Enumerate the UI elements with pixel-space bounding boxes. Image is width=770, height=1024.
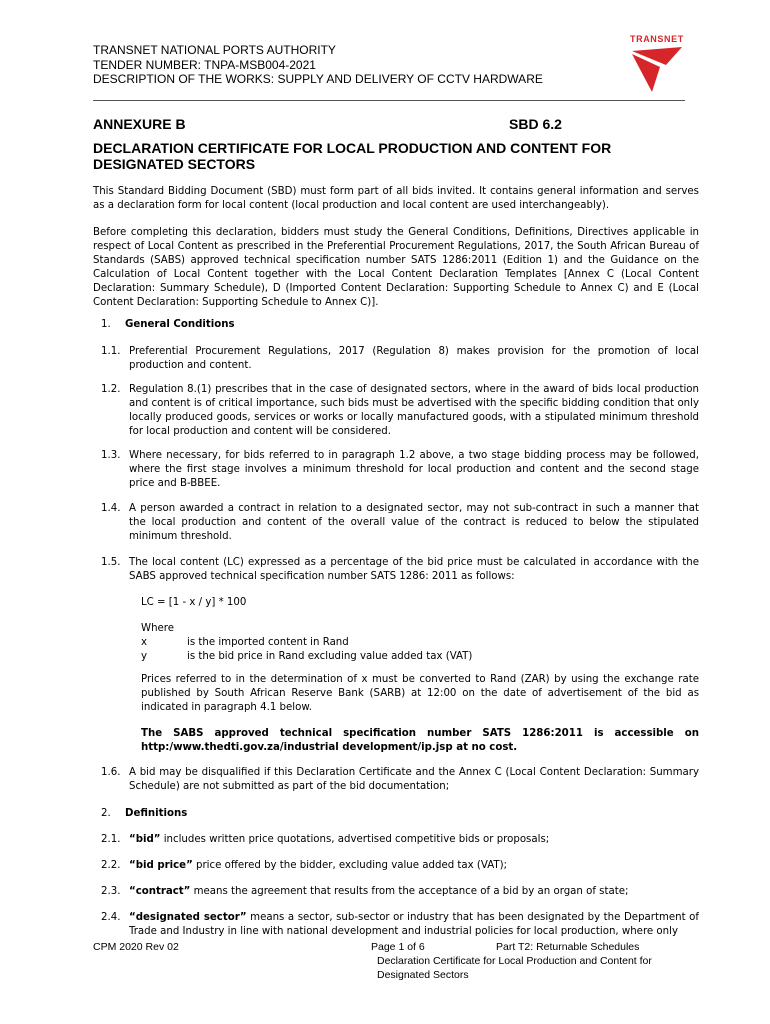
- definition-body: means a sector, sub-sector or industry that has been designated by the Department of Trade and Industry in line with national development and industrial policies for local production, where only: [129, 912, 699, 937]
- logo-wordmark: TRANSNET: [630, 34, 684, 44]
- item-number: 1.3.: [101, 450, 121, 461]
- definition-number: 2.2.: [101, 860, 121, 871]
- definition-text: [129, 859, 699, 873]
- variable-symbol: y: [141, 650, 148, 662]
- footer-certificate-line-1: Declaration Certificate for Local Production and Content for: [377, 955, 652, 967]
- header-authority: TRANSNET NATIONAL PORTS AUTHORITY: [93, 43, 336, 57]
- item-text: Where necessary, for bids referred to in paragraph 1.2 above, a two stage bidding process may be followed, where the first stage involves a minimum threshold for local production and content and the second stage price and B-BBEE.: [129, 450, 699, 489]
- definition-text: [129, 833, 699, 847]
- item-number: 1.1.: [101, 346, 121, 357]
- section-1-number: 1.: [101, 319, 111, 330]
- sabs-access-note: The SABS approved technical specification number SATS 1286:2011 is accessible on http:/www.thedti.gov.za/industrial development/ip.jsp at no cost.: [141, 728, 699, 753]
- item-number: 1.4.: [101, 503, 121, 514]
- exchange-rate-note: Prices referred to in the determination of x must be converted to Rand (ZAR) by using the exchange rate published by South African Reserve Bank (SARB) at 12:00 on the date of advertisement of the bid as indicated in paragraph 4.1 below.: [141, 674, 699, 713]
- definition-body: price offered by the bidder, excluding value added tax (VAT);: [192, 860, 508, 871]
- footer-part: Part T2: Returnable Schedules: [496, 941, 640, 953]
- intro-paragraph-1: This Standard Bidding Document (SBD) must form part of all bids invited. It contains general information and serves as a declaration form for local content (local production and local content are used interchangeably).: [93, 186, 699, 211]
- section-2-heading: Definitions: [125, 808, 188, 819]
- section-1-heading: General Conditions: [125, 319, 235, 330]
- variable-description: is the bid price in Rand excluding value added tax (VAT): [187, 650, 473, 662]
- annexure-label: ANNEXURE B: [93, 116, 186, 132]
- item-number: 1.2.: [101, 384, 121, 395]
- item-text: Regulation 8.(1) prescribes that in the case of designated sectors, where in the award of bids local production and content is of critical importance, such bids must be advertised with the specific bidding condition that only locally produced goods, services or works or locally manufactured goods, with a stipulated minimum threshold for local production and content will be considered.: [129, 384, 699, 437]
- definition-number: 2.3.: [101, 886, 121, 897]
- item-text: A bid may be disqualified if this Declaration Certificate and the Annex C (Local Content Declaration: Summary Schedule) are not submitted as part of the bid documentation;: [129, 767, 699, 792]
- definition-number: 2.1.: [101, 834, 121, 845]
- header-divider: [93, 100, 685, 101]
- definition-text: [129, 911, 699, 939]
- variable-description: is the imported content in Rand: [187, 637, 349, 648]
- item-number: 1.5.: [101, 557, 121, 568]
- item-text: A person awarded a contract in relation to a designated sector, may not sub-contract in such a manner that the local production and content of the overall value of the contract is reduced to below the stipulated minimum threshold.: [129, 503, 699, 542]
- definition-number: 2.4.: [101, 912, 121, 923]
- formula-variables: [141, 636, 472, 664]
- document-header: [93, 43, 543, 87]
- footer-revision: CPM 2020 Rev 02: [93, 941, 179, 953]
- formula-where: Where: [141, 623, 175, 634]
- logo-emblem-icon: [622, 34, 690, 96]
- document-title: DECLARATION CERTIFICATE FOR LOCAL PRODUCTION AND CONTENT FOR DESIGNATED SECTORS: [93, 140, 612, 172]
- item-text: The local content (LC) expressed as a percentage of the bid price must be calculated in accordance with the SABS approved technical specification number SATS 1286: 2011 as follows:: [129, 557, 699, 582]
- section-2-number: 2.: [101, 808, 111, 819]
- footer-page-number: Page 1 of 6: [371, 941, 425, 953]
- variable-row: [141, 636, 472, 650]
- transnet-logo: [622, 34, 690, 96]
- variable-row: [141, 650, 472, 664]
- item-number: 1.6.: [101, 767, 121, 778]
- header-tender-number: TENDER NUMBER: TNPA-MSB004-2021: [93, 57, 316, 72]
- item-text: Preferential Procurement Regulations, 2017 (Regulation 8) makes provision for the promotion of local production and content.: [129, 346, 699, 371]
- definition-body: means the agreement that results from the acceptance of a bid by an organ of state;: [190, 886, 629, 897]
- sbd-label: SBD 6.2: [509, 116, 562, 132]
- lc-formula: LC = [1 - x / y] * 100: [141, 597, 247, 608]
- footer-certificate-line-2: Designated Sectors: [377, 969, 469, 981]
- definition-body: includes written price quotations, advertised competitive bids or proposals;: [160, 834, 550, 845]
- definition-term: “contract”: [129, 886, 191, 897]
- definition-term: “designated sector”: [129, 912, 247, 923]
- intro-paragraph-2: Before completing this declaration, bidders must study the General Conditions, Definitions, Directives applicable in respect of Local Content as prescribed in the Preferential Procurement Regulations, 2017, the South African Bureau of Standards (SABS) approved technical specification number SATS 1286:2011 (Edition 1) and the Guidance on the Calculation of Local Content together with the Local Content Declaration Templates [Annex C (Local Content Declaration: Summary Schedule), D (Imported Content Declaration: Supporting Schedule to Annex C) and E (Local Content Declaration: Supporting Schedule to Annex C)].: [93, 227, 699, 308]
- variable-symbol: x: [141, 637, 148, 648]
- definition-term: “bid”: [129, 834, 161, 845]
- header-description: DESCRIPTION OF THE WORKS: SUPPLY AND DELIVERY OF CCTV HARDWARE: [93, 72, 543, 86]
- definition-term: “bid price”: [129, 860, 193, 871]
- definition-text: [129, 885, 699, 899]
